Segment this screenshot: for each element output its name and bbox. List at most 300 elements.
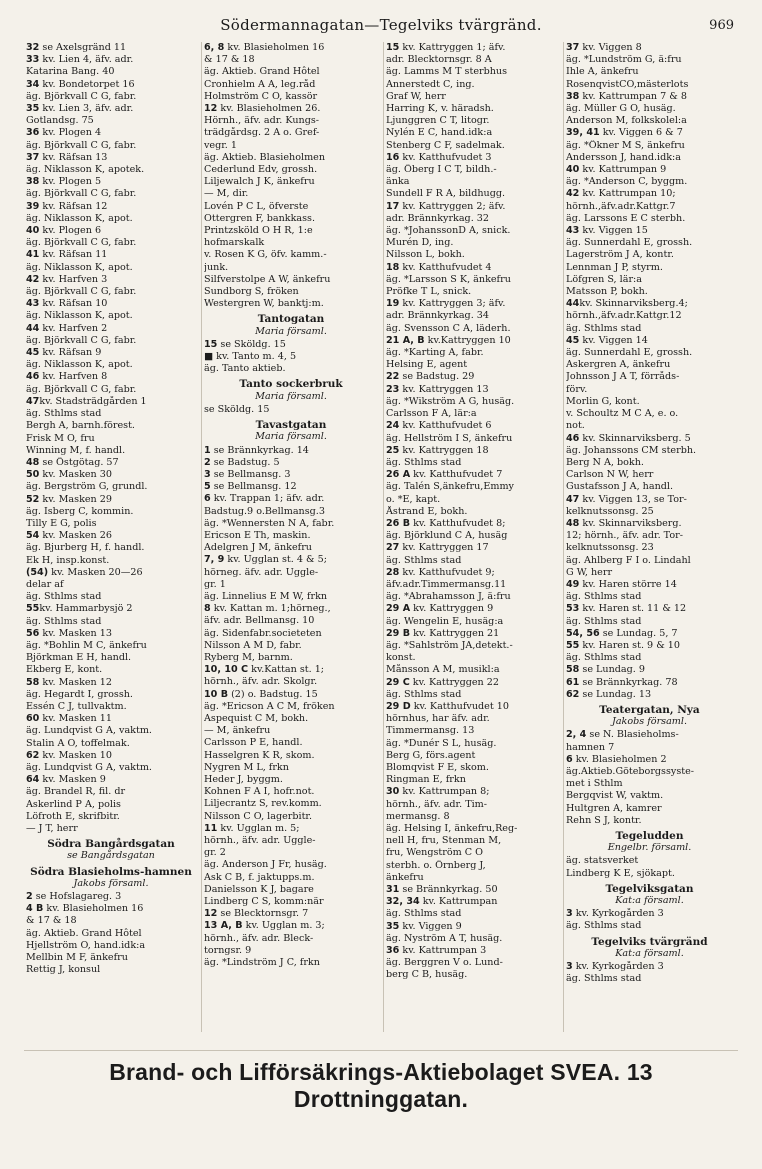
entry-text: Harring K, v. häradsh. [386, 103, 494, 115]
address-entry [566, 188, 733, 200]
resident-entry [204, 701, 378, 713]
entry-text: kv. Skinnarviksberg. 5 [579, 432, 691, 444]
address-entry [204, 493, 378, 505]
entry-text: kv. Katthufvudet 8; [410, 517, 506, 529]
resident-entry [386, 213, 558, 225]
entry-text: vegr. 1 [204, 139, 237, 151]
entry-text: kv. Katthufvudet 6 [399, 420, 492, 432]
address-entry [26, 42, 196, 54]
resident-entry [386, 91, 558, 103]
house-number: 32, 34 [386, 896, 420, 908]
entry-text: kv. Kattryggen 21 [410, 627, 500, 639]
house-number: 6, 8 [204, 42, 225, 53]
address-entry [386, 201, 558, 213]
resident-entry [386, 908, 558, 920]
resident-entry [566, 286, 733, 298]
house-number: 36 [26, 127, 40, 139]
entry-text: Hörnh., äfv. adr. Kungs- [204, 115, 319, 127]
entry-text: kv. Masken 26 [39, 530, 112, 542]
resident-entry [386, 54, 558, 66]
entry-text: se Lundag. 13 [579, 688, 652, 700]
address-entry [26, 127, 196, 139]
resident-entry [204, 66, 378, 78]
entry-text: kv. Harfven 3 [39, 273, 108, 285]
entry-text: äg. Sthlms stad [386, 456, 462, 468]
entry-text: äg. Sthlms stad [26, 408, 102, 420]
advertisement-footer: Brand- och Lifförsäkrings-Aktiebolaget SVEA. 13 Drottninggatan. [24, 1050, 738, 1113]
house-number: 37 [566, 42, 580, 53]
entry-text: Liljewalch J K, änkefru [204, 176, 315, 188]
entry-text: äg. *Sahlström JA,detekt.- [386, 639, 513, 651]
house-number: 4 B [26, 903, 44, 915]
house-number: 43 [26, 298, 40, 310]
entry-text: Tilly E G, polis [26, 517, 97, 529]
resident-entry [204, 262, 378, 274]
house-number: 2 [26, 891, 33, 903]
entry-text: kv.Kattryggen 10 [424, 334, 511, 346]
entry-text: äg. Niklasson K, apotek. [26, 164, 145, 176]
resident-entry [204, 542, 378, 554]
entry-text: Ottergren F, bankkass. [204, 212, 316, 224]
resident-entry [386, 494, 558, 506]
resident-entry [204, 518, 378, 530]
resident-entry [386, 811, 558, 823]
entry-text: Lindberg K E, sjökapt. [566, 867, 675, 879]
entry-text: Adelgren J M, änkefru [204, 542, 312, 554]
house-number: 34 [26, 78, 40, 90]
entry-text: konst. [386, 652, 416, 664]
resident-entry [386, 457, 558, 469]
address-entry [26, 603, 196, 615]
resident-entry [566, 652, 733, 664]
resident-entry [566, 506, 733, 518]
house-number: 60 [26, 713, 40, 725]
page-header [24, 12, 738, 42]
resident-entry [26, 799, 196, 811]
entry-text: äg. Isberg C, kommin. [26, 505, 134, 517]
address-entry [204, 908, 378, 920]
resident-entry [204, 896, 378, 908]
resident-entry [386, 591, 558, 603]
house-number: 61 [566, 676, 580, 688]
entry-text: äg. Nyström A T, husäg. [386, 932, 503, 944]
resident-entry [386, 555, 558, 567]
house-number: 48 [566, 517, 580, 529]
entry-text: kv. Lien 4, äfv. adr. [39, 54, 134, 66]
resident-entry [26, 542, 196, 554]
house-number: 50 [26, 469, 40, 481]
entry-text: & 17 & 18 [204, 54, 255, 66]
resident-entry [386, 115, 558, 127]
entry-text: Stenberg C F, sadelmak. [386, 139, 505, 151]
resident-entry [204, 676, 378, 688]
address-entry [204, 103, 378, 115]
street-heading [566, 883, 733, 907]
address-entry [26, 323, 196, 335]
street-name: Södra Bangårdsgatan [47, 838, 175, 851]
entry-text: kv. Ugglan m. 3; [242, 920, 325, 932]
house-number: 2, 4 [566, 729, 587, 741]
house-number: 40 [26, 225, 40, 237]
house-number: 36 [386, 945, 400, 957]
entry-text: kv. Blasieholmen 16 [43, 903, 144, 915]
house-number: 43 [566, 225, 580, 237]
entry-text: hörnh.,äfv.adr.Kattgr.7 [566, 200, 676, 212]
house-number: 47 [566, 493, 580, 505]
street-heading [26, 866, 196, 890]
entry-text: kv. Kattryggen 17 [399, 542, 489, 554]
resident-entry [386, 127, 558, 139]
resident-entry [566, 408, 733, 420]
address-entry [386, 42, 558, 54]
entry-text: kv. Räfsan 10 [39, 298, 108, 310]
entry-text: Berg N A, bokh. [566, 456, 644, 468]
resident-entry [26, 262, 196, 274]
entry-text: kv. Bondetorpet 16 [39, 78, 135, 90]
entry-text: kv. Kyrkogården 3 [572, 908, 664, 920]
entry-text: äg. Sunnerdahl E, grossh. [566, 347, 693, 359]
street-heading [566, 830, 733, 854]
entry-text: Sundell F R A, bildhugg. [386, 188, 506, 200]
house-number: 64 [26, 774, 40, 786]
resident-entry [566, 530, 733, 542]
resident-entry [386, 66, 558, 78]
house-number: 42 [566, 188, 580, 200]
resident-entry [204, 152, 378, 164]
resident-entry [566, 249, 733, 261]
entry-text: Anderson M, folkskolel:a [566, 115, 687, 127]
resident-entry [204, 811, 378, 823]
resident-entry [26, 310, 196, 322]
resident-entry [26, 725, 196, 737]
entry-text: hörnhus, har äfv. adr. [386, 713, 490, 725]
entry-text: Liljecrantz S, rev.komm. [204, 798, 322, 810]
address-entry [26, 677, 196, 689]
entry-text: Andersson J, hand.idk:a [566, 151, 681, 163]
entry-text: äg. Ahlberg F I o. Lindahl [566, 554, 691, 566]
resident-entry [26, 952, 196, 964]
house-number: 15 [204, 338, 218, 350]
resident-entry [204, 176, 378, 188]
entry-text: kv. Katthufvudet 10 [410, 700, 509, 712]
house-number: 5 [204, 481, 211, 493]
entry-text: äg. Björkvall C G, fabr. [26, 334, 137, 346]
entry-text: kv. Viggen 9 [399, 920, 462, 932]
resident-entry [566, 457, 733, 469]
entry-text: Gustafsson J A, handl. [566, 481, 674, 493]
resident-entry [566, 152, 733, 164]
address-entry [566, 335, 733, 347]
entry-text: Holmström C O, kassör [204, 90, 318, 102]
resident-entry [386, 847, 558, 859]
entry-text: kv. Haren st. 9 & 10 [579, 639, 681, 651]
entry-text: gr. 2 [204, 847, 226, 859]
entry-text: Graf W, herr [386, 90, 446, 102]
house-number: 22 [386, 371, 400, 383]
entry-text: Löfroth E, skrifbitr. [26, 810, 120, 822]
resident-entry [204, 774, 378, 786]
house-number: 48 [26, 456, 40, 468]
street-name: Tegeludden [615, 830, 684, 842]
entry-text: äg. Sidenfabr.societeten [204, 627, 322, 639]
entry-text: trädgårdsg. 2 A o. Gref- [204, 127, 320, 139]
resident-entry [386, 640, 558, 652]
resident-entry [566, 766, 733, 778]
resident-entry [204, 506, 378, 518]
entry-text: äg. Bergström G, grundl. [26, 481, 148, 493]
house-number: 3 [566, 908, 573, 920]
resident-entry [566, 115, 733, 127]
entry-text: — M, änkefru [204, 725, 271, 737]
resident-entry [204, 404, 378, 416]
resident-entry [566, 445, 733, 457]
resident-entry [26, 335, 196, 347]
street-name: Tavastgatan [255, 419, 327, 432]
address-entry [566, 628, 733, 640]
entry-text: Sundborg S, fröken [204, 286, 299, 298]
resident-entry [204, 164, 378, 176]
entry-text: äg. Niklasson K, apot. [26, 261, 133, 273]
resident-entry [566, 237, 733, 249]
entry-text: kv. Haren större 14 [579, 578, 677, 590]
house-number: 53 [566, 603, 580, 615]
house-number: 6 [566, 753, 573, 765]
resident-entry [26, 786, 196, 798]
entry-text: Nilsson C O, lagerbitr. [204, 810, 313, 822]
entry-text: Stalin A O, toffelmak. [26, 737, 130, 749]
entry-text: Hjellström O, hand.idk:a [26, 939, 146, 951]
address-entry [566, 908, 733, 920]
address-entry [386, 786, 558, 798]
address-entry [566, 961, 733, 973]
entry-text: Johnsson J A T, förråds- [566, 371, 680, 383]
entry-text: kv. Kattrumpan 7 & 8 [579, 90, 687, 102]
resident-entry [26, 664, 196, 676]
house-number: 46 [26, 371, 40, 383]
parish-name: Maria församl. [255, 325, 327, 337]
entry-text: mermansg. 8 [386, 810, 450, 822]
house-number: 38 [26, 176, 40, 188]
address-entry [26, 891, 196, 903]
resident-entry [566, 469, 733, 481]
entry-text: äg. *Wikström A G, husäg. [386, 395, 515, 407]
house-number: 23 [386, 383, 400, 395]
house-number: 46 [566, 432, 580, 444]
address-entry [386, 518, 558, 530]
house-number: 62 [26, 749, 40, 761]
entry-text: äg. Talén S,änkefru,Emmy [386, 481, 514, 493]
address-entry [386, 469, 558, 481]
resident-entry [26, 652, 196, 664]
entry-text: äg. Lundqvist G A, vaktm. [26, 725, 152, 737]
entry-text: Lennman J P, styrm. [566, 261, 663, 273]
house-number: 31 [386, 884, 400, 896]
entry-text: äfv.adr.Timmermansg.11 [386, 578, 507, 590]
entry-text: gr. 1 [204, 578, 226, 590]
resident-entry [386, 433, 558, 445]
resident-entry [566, 274, 733, 286]
entry-text: hörnh., äfv. adr. Skolgr. [204, 676, 318, 688]
resident-entry [26, 115, 196, 127]
address-entry [566, 433, 733, 445]
entry-text: Timmermansg. 13 [386, 725, 475, 737]
resident-entry [386, 835, 558, 847]
entry-text: Gotlandsg. 75 [26, 115, 94, 127]
entry-text: äg. Björkvall C G, fabr. [26, 90, 137, 102]
entry-text: Björkman E H, handl. [26, 652, 132, 664]
address-entry [26, 713, 196, 725]
entry-text: Bergqvist W, vaktm. [566, 790, 664, 802]
address-entry [26, 494, 196, 506]
entry-text: kv. Viggen 6 & 7 [599, 127, 683, 139]
resident-entry [566, 359, 733, 371]
entry-text: kv. Skinnarviksberg.4; [579, 298, 688, 310]
resident-entry [386, 664, 558, 676]
resident-entry [386, 359, 558, 371]
house-number: 56 [26, 627, 40, 639]
entry-text: äg. Sthlms stad [566, 973, 642, 985]
entry-text: kv. Katthufvudet 7 [410, 469, 503, 481]
house-number: 28 [386, 566, 400, 578]
entry-text: kv. Räfsan 9 [39, 347, 102, 359]
address-entry [26, 371, 196, 383]
entry-text: kv. Lien 3, äfv. adr. [39, 103, 134, 115]
entry-text: — J T, herr [26, 823, 78, 834]
entry-text: hörnh., äfv. adr. Uggle- [204, 835, 316, 846]
entry-text: Nilsson L, bokh. [386, 249, 465, 261]
address-entry [386, 567, 558, 579]
entry-text: o. *E, kapt. [386, 493, 441, 505]
entry-text: se Lundag. 9 [579, 664, 645, 676]
entry-text: met i Sthlm [566, 778, 623, 790]
entry-text: Ek H, insp.konst. [26, 554, 110, 566]
entry-text: Ryberg M, barnm. [204, 651, 293, 663]
house-number: 55 [26, 603, 40, 615]
resident-entry [386, 579, 558, 591]
house-number: 8 [204, 603, 211, 615]
resident-entry [26, 738, 196, 750]
resident-entry [26, 616, 196, 628]
entry-text: berg C B, husäg. [386, 969, 468, 981]
column-3 [383, 42, 558, 1032]
resident-entry [204, 847, 378, 859]
resident-entry [204, 530, 378, 542]
entry-text: äg. *Wennersten N A, fabr. [204, 517, 335, 529]
address-entry [386, 701, 558, 713]
house-number: 12 [204, 103, 218, 115]
address-entry [26, 249, 196, 261]
address-entry [566, 494, 733, 506]
entry-text: Nygren M L, frkn [204, 761, 289, 773]
house-number: 10 B [204, 688, 229, 700]
entry-text: äg. Öberg I C T, bildh.- [386, 164, 497, 176]
address-entry [566, 127, 733, 139]
entry-text: äg. Sthlms stad [566, 615, 642, 627]
entry-text: kv. Kattryggen 13 [399, 383, 489, 395]
entry-text: kv. Masken 10 [39, 749, 112, 761]
resident-entry [26, 91, 196, 103]
resident-entry [566, 567, 733, 579]
entry-text: äg. Anderson J Fr, husäg. [204, 859, 327, 871]
resident-entry [204, 286, 378, 298]
house-number: 29 A [386, 603, 411, 615]
house-number: 42 [26, 273, 40, 285]
entry-text: kv. Kattryggen 22 [409, 676, 499, 688]
house-number: 44 [566, 298, 580, 310]
entry-text: äg. Berggren V o. Lund- [386, 957, 503, 969]
entry-text: Annerstedt C, ing. [386, 78, 475, 90]
house-number: 55 [566, 639, 580, 651]
entry-text: Murén D, ing. [386, 237, 454, 249]
entry-text: kv. Viggen 8 [579, 42, 642, 53]
address-entry [566, 729, 733, 741]
entry-text: se Badstug. 29 [399, 371, 475, 383]
address-entry [26, 103, 196, 115]
resident-entry [204, 628, 378, 640]
parish-name: Maria församl. [255, 390, 327, 402]
house-number: (54) [26, 566, 49, 578]
address-entry [386, 896, 558, 908]
address-entry [204, 469, 378, 481]
entry-text: se Hofslagareg. 3 [32, 891, 122, 903]
address-entry [204, 920, 378, 932]
entry-text: äg. Björkvall C G, fabr. [26, 237, 137, 249]
entry-text: äg. *Lindström J C, frkn [204, 957, 320, 969]
address-entry [204, 554, 378, 566]
resident-entry [386, 347, 558, 359]
resident-entry [204, 579, 378, 591]
resident-entry [386, 274, 558, 286]
entry-text: kv. Kattrumpan 9 [579, 164, 667, 176]
address-entry [26, 201, 196, 213]
resident-entry [204, 274, 378, 286]
entry-text: Pröfke T L, snick. [386, 286, 472, 298]
address-entry [26, 176, 196, 188]
resident-entry [566, 815, 733, 827]
entry-text: & 17 & 18 [26, 915, 77, 927]
address-entry [386, 921, 558, 933]
entry-text: Kohnen F A I, hofr.not. [204, 786, 315, 798]
address-entry [204, 445, 378, 457]
house-number: 52 [26, 493, 40, 505]
resident-entry [566, 790, 733, 802]
entry-text: äg. Wengelin E, husäg:a [386, 615, 504, 627]
address-entry [204, 351, 378, 363]
entry-text: Morlin G, kont. [566, 395, 640, 407]
resident-entry [26, 286, 196, 298]
entry-text: äg. Sthlms stad [386, 554, 462, 566]
house-number: 39 [26, 200, 40, 212]
address-entry [204, 823, 378, 835]
entry-text: äg. Sthlms stad [386, 688, 462, 700]
resident-entry [566, 323, 733, 335]
entry-text: adr. Brännkyrkag. 32 [386, 212, 490, 224]
resident-entry [386, 957, 558, 969]
house-number: 44 [26, 322, 40, 334]
house-number: 40 [566, 164, 580, 176]
resident-entry [566, 542, 733, 554]
resident-entry [204, 737, 378, 749]
entry-text: Månsson A M, musikl:a [386, 664, 500, 676]
resident-entry [26, 689, 196, 701]
entry-text: kv. Masken 20—26 [48, 566, 143, 578]
entry-text: Ljunggren C T, litogr. [386, 115, 490, 127]
resident-entry [386, 249, 558, 261]
resident-entry [26, 164, 196, 176]
resident-entry [386, 237, 558, 249]
resident-entry [26, 359, 196, 371]
entry-text: kelknutssonsg. 25 [566, 505, 654, 517]
